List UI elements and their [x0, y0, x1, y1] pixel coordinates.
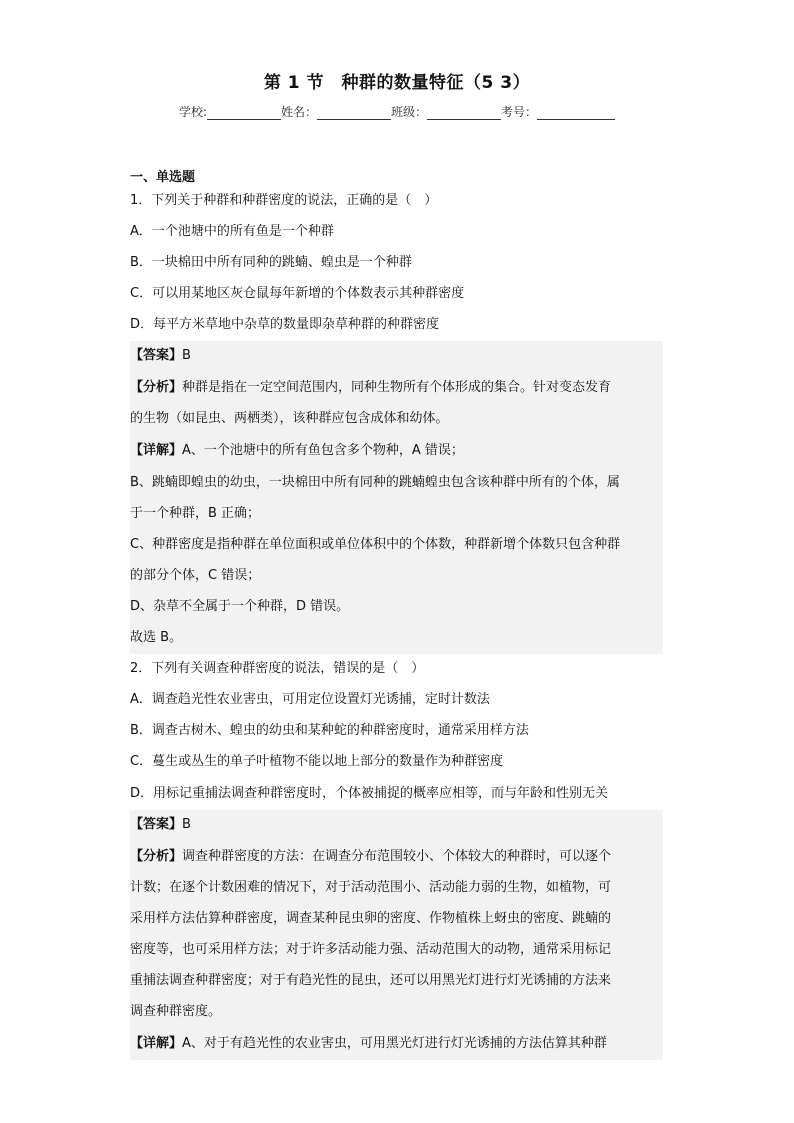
q2-analysis	[130, 848, 611, 866]
school-blank[interactable]	[207, 107, 281, 120]
section-heading: 一、单选题	[130, 170, 196, 185]
name-blank[interactable]	[317, 107, 391, 120]
q2-analysis-tag: 【分析】	[130, 849, 183, 864]
q1-option-d: D．每平方米草地中杂草的数量即杂草种群的种群密度	[130, 317, 440, 332]
q1-detail-line: B、跳蝻即蝗虫的幼虫，一块棉田中所有同种的跳蝻蝗虫包含该种群中所有的个体，属	[130, 475, 620, 490]
q2-analysis-line: 重捕法调查种群密度；对于有趋光性的昆虫，还可以用黑光灯进行灯光诱捕的方法来	[130, 973, 612, 988]
q2-answer-value: B	[182, 817, 191, 832]
question-2-stem: 2．下列有关调查种群密度的说法，错误的是（ ）	[130, 661, 425, 676]
student-info-line	[0, 103, 794, 120]
q1-detail-line: 的部分个体，C 错误；	[130, 568, 261, 583]
class-label: 班级：	[391, 105, 428, 119]
q1-answer	[130, 347, 191, 365]
page-title: 第 1 节 种群的数量特征（5 3）	[263, 73, 531, 93]
question-1-stem: 1．下列关于种群和种群密度的说法，正确的是（ ）	[130, 193, 438, 208]
q2-option-d: D．用标记重捕法调查种群密度时，个体被捕捉的概率应相等，而与年龄和性别无关	[130, 786, 609, 801]
q2-option-b: B．调查古树木、蝗虫的幼虫和某种蛇的种群密度时，通常采用样方法	[130, 723, 529, 738]
q1-detail-line: A、一个池塘中的所有鱼包含多个物种，A 错误；	[182, 443, 464, 458]
q1-analysis	[130, 379, 611, 397]
q2-detail	[130, 1035, 607, 1053]
exam-no-label: 考号：	[501, 105, 538, 119]
q1-option-c: C．可以用某地区灰仓鼠每年新增的个体数表示其种群密度	[130, 286, 465, 301]
exam-no-blank[interactable]	[537, 107, 615, 120]
q1-detail-line: 于一个种群，B 正确；	[130, 506, 261, 521]
q2-analysis-line: 调查种群密度的方法：在调查分布范围较小、个体较大的种群时，可以逐个	[182, 849, 612, 864]
q2-analysis-line: 计数；在逐个计数困难的情况下，对于活动范围小、活动能力弱的生物，如植物，可	[130, 880, 612, 895]
q2-option-a: A．调查趋光性农业害虫，可用定位设置灯光诱捕，定时计数法	[130, 692, 490, 707]
q1-option-b: B．一块棉田中所有同种的跳蝻、蝗虫是一个种群	[130, 255, 412, 270]
q1-analysis-tag: 【分析】	[130, 380, 183, 395]
q1-analysis-line: 的生物（如昆虫、两栖类），该种群应包含成体和幼体。	[130, 411, 449, 426]
class-blank[interactable]	[427, 107, 501, 120]
q2-analysis-line: 密度等，也可采用样方法；对于许多活动能力强、活动范围大的动物，通常采用标记	[130, 942, 612, 957]
q1-answer-value: B	[182, 348, 191, 363]
q1-answer-tag: 【答案】	[130, 348, 183, 363]
q2-analysis-line: 调查种群密度。	[130, 1004, 222, 1019]
q2-analysis-line: 采用样方法估算种群密度，调查某种昆虫卵的密度、作物植株上蚜虫的密度、跳蝻的	[130, 911, 612, 926]
school-label: 学校:	[178, 105, 207, 119]
q1-option-a: A．一个池塘中的所有鱼是一个种群	[130, 224, 334, 239]
q2-detail-line: A、对于有趋光性的农业害虫，可用黑光灯进行灯光诱捕的方法估算其种群	[182, 1036, 607, 1051]
q1-detail-line: C、种群密度是指种群在单位面积或单位体积中的个体数，种群新增个体数只包含种群	[130, 537, 621, 552]
q2-answer	[130, 816, 191, 834]
q2-detail-tag: 【详解】	[130, 1036, 183, 1051]
q1-detail-tag: 【详解】	[130, 443, 183, 458]
q1-analysis-line: 种群是指在一定空间范围内，同种生物所有个体形成的集合。针对变态发育	[182, 380, 612, 395]
q2-option-c: C．蔓生或丛生的单子叶植物不能以地上部分的数量作为种群密度	[130, 754, 504, 769]
q1-detail-line: 故选 B。	[130, 630, 183, 645]
q1-detail-line: D、杂草不全属于一个种群，D 错误。	[130, 599, 350, 614]
q1-detail	[130, 442, 464, 460]
q2-answer-tag: 【答案】	[130, 817, 183, 832]
name-label: 姓名：	[281, 105, 318, 119]
